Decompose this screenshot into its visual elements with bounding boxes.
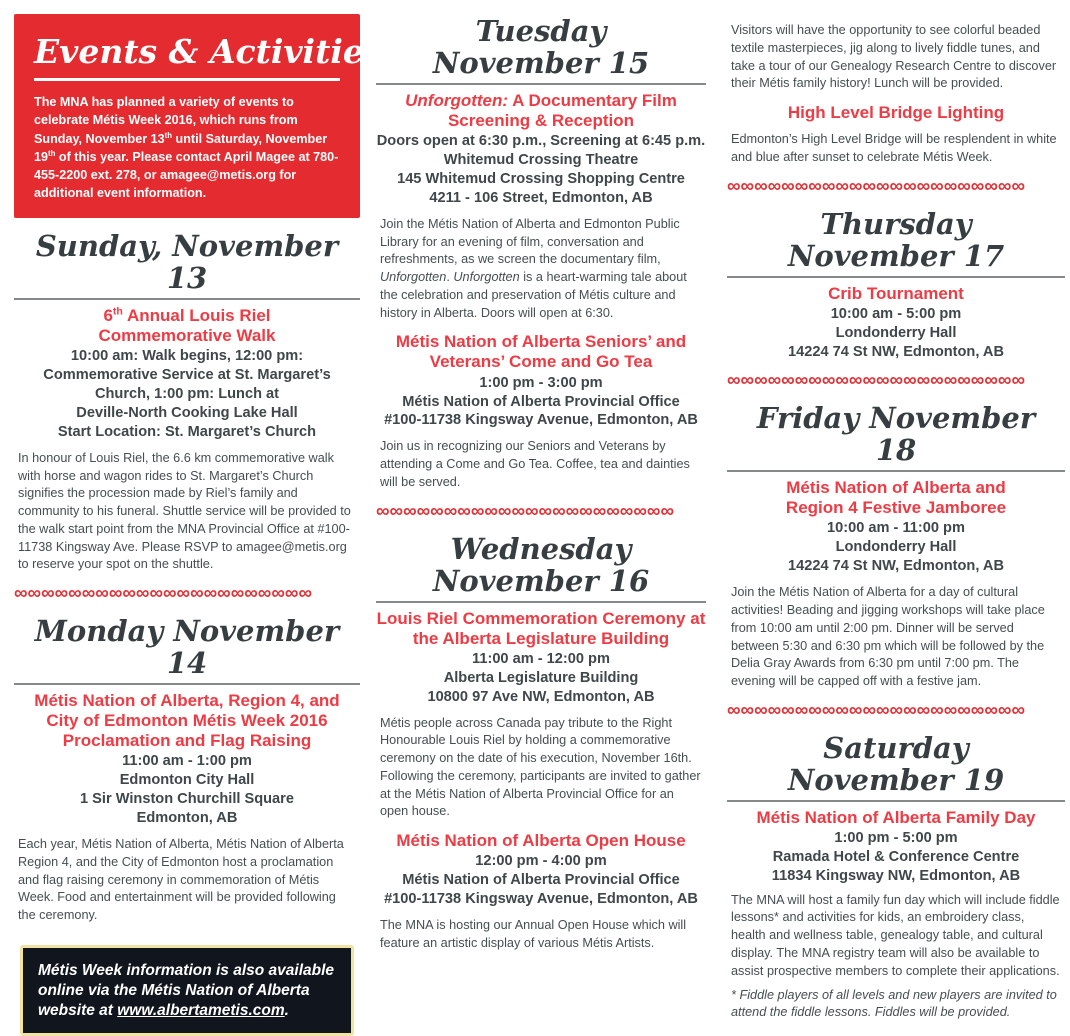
website-info-box xyxy=(20,945,354,1036)
event-detail-line: 1 Sir Winston Churchill Square xyxy=(80,791,294,808)
event xyxy=(14,691,360,828)
text-segment: . xyxy=(284,1001,289,1019)
body-paragraph: Each year, Métis Nation of Alberta, Métis Nation of Alberta Region 4, and the City of Edmonton host a proclamation and flag raising ceremony in commemoration of Métis Week. Food and entertainment will be provided following the ceremony. xyxy=(18,837,344,923)
event-title xyxy=(727,284,1065,304)
column-right xyxy=(727,14,1065,1020)
event-detail-line: #100-11738 Kingsway Avenue, Edmonton, AB xyxy=(384,891,698,908)
text-segment: Screening & Reception xyxy=(447,110,635,130)
event-detail-line: Ramada Hotel & Conference Centre xyxy=(772,848,1020,865)
event-detail-line: Start Location: St. Margaret’s Church xyxy=(57,423,317,440)
day-header-text: Monday November 14 xyxy=(14,616,360,685)
day-header xyxy=(376,531,706,603)
event-title-line: Métis Nation of Alberta, Region 4, and xyxy=(34,691,340,711)
event-detail-line: Whitemud Crossing Theatre xyxy=(443,151,639,168)
day-header xyxy=(376,16,706,85)
event-title-line: Métis Nation of Alberta Family Day xyxy=(756,807,1036,827)
event-title-line: Veterans’ Come and Go Tea xyxy=(429,352,653,372)
event-detail-line: Alberta Legislature Building xyxy=(443,669,639,686)
event-detail-line: Deville-North Cooking Lake Hall xyxy=(76,404,298,421)
event-title xyxy=(727,478,1065,518)
event-title xyxy=(727,103,1065,123)
day-header-text: Wednesday November 16 xyxy=(376,534,706,603)
event-detail-line: 14224 74 St NW, Edmonton, AB xyxy=(788,558,1004,575)
event-detail-line: 12:00 pm - 4:00 pm xyxy=(475,853,607,870)
page-title: Events & Activities xyxy=(34,34,340,81)
event-title-line: Métis Nation of Alberta Open House xyxy=(396,831,686,851)
body-paragraph: Join us in recognizing our Seniors and Veterans by attending a Come and Go Tea. Coffee, tea and dainties will be served. xyxy=(380,439,690,489)
event-title-line: Proclamation and Flag Raising xyxy=(62,731,312,751)
ordinal-suffix: th xyxy=(164,130,173,140)
event-detail-line: Londonderry Hall xyxy=(835,539,957,556)
day-header-text: Sunday, November 13 xyxy=(14,231,360,300)
body-paragraph: Visitors will have the opportunity to see colorful beaded textile masterpieces, jig along to lively fiddle tunes, and take a tour of our Genealogy Research Centre to discover their Métis family history! Lunch will be provided. xyxy=(731,23,1057,91)
event-detail-line: 11834 Kingsway NW, Edmonton, AB xyxy=(771,867,1021,884)
event-detail-line: 10:00 am - 11:00 pm xyxy=(827,520,965,537)
event xyxy=(376,831,706,909)
event xyxy=(727,808,1065,886)
event-detail-line: 1:00 pm - 3:00 pm xyxy=(479,374,603,391)
event-title-line xyxy=(376,111,706,131)
event-details xyxy=(14,347,360,442)
text-segment: A Documentary Film xyxy=(508,90,677,110)
event-title xyxy=(14,691,360,751)
day-header xyxy=(14,616,360,685)
text-segment: Unforgotten xyxy=(380,270,447,285)
day-header xyxy=(14,231,360,300)
event-detail-line: 10800 97 Ave NW, Edmonton, AB xyxy=(427,688,655,705)
event-detail-line: Doors open at 6:30 p.m., Screening at 6:45 p.m. xyxy=(376,132,706,149)
event-detail-line: Métis Nation of Alberta Provincial Office xyxy=(402,872,680,889)
event-title-line: 6th Annual Louis Riel xyxy=(103,305,271,325)
event-title-line: Métis Nation of Alberta and xyxy=(786,478,1006,498)
event-detail-line: 11:00 am - 12:00 pm xyxy=(472,650,610,667)
day-header-text: Thursday November 17 xyxy=(727,209,1065,278)
event-detail-line: Edmonton, AB xyxy=(136,810,238,827)
infinity-chain-divider: ∞∞∞∞∞∞∞∞∞∞∞∞∞∞∞∞∞∞∞∞∞∞ xyxy=(727,176,1025,196)
website-link[interactable]: www.albertametis.com xyxy=(117,1001,285,1019)
event-detail-line: #100-11738 Kingsway Avenue, Edmonton, AB xyxy=(384,412,698,429)
event xyxy=(727,478,1065,576)
event-title xyxy=(727,808,1065,828)
infinity-chain-divider: ∞∞∞∞∞∞∞∞∞∞∞∞∞∞∞∞∞∞∞∞∞∞ xyxy=(14,584,312,604)
event-title-line: High Level Bridge Lighting xyxy=(787,103,1005,123)
column-left xyxy=(14,14,383,1019)
event-title xyxy=(376,831,706,851)
event-detail-line: Edmonton City Hall xyxy=(119,772,255,789)
event-title-line xyxy=(376,91,706,111)
intro-box xyxy=(14,14,383,218)
event-details xyxy=(376,132,706,208)
ordinal-suffix: th xyxy=(112,305,123,318)
day-header xyxy=(727,206,1065,278)
body-paragraph: Métis people across Canada pay tribute to the Right Honourable Louis Riel by holding a commemorative ceremony on the date of his execution, November 16th. Following the ceremony, participants are invited to gather at the Métis Nation of Alberta Provincial Office for an open house. xyxy=(380,715,701,819)
day-header-text: Saturday November 19 xyxy=(727,733,1065,802)
text-segment: is a heart-warming tale about the celebration and preservation of Métis culture and history in Alberta. Doors will open at 6:30. xyxy=(380,270,687,320)
day-header xyxy=(727,730,1065,802)
event xyxy=(376,91,706,208)
text-segment: Unforgotten: xyxy=(405,90,509,110)
day-header xyxy=(727,403,1065,472)
column-middle xyxy=(376,14,706,950)
body-paragraph: The MNA will host a family fun day which will include fiddle lessons* and activities for kids, an embroidery class, health and wellness table, genealogy table, and cultural display. The MNA registry team will also be available to assist prospective members to complete their applications. xyxy=(731,892,1060,978)
event-detail-line: Londonderry Hall xyxy=(835,324,957,341)
event-title-line: Commemorative Walk xyxy=(98,325,276,345)
text-segment: Join the Métis Nation of Alberta and Edmonton Public Library for an evening of film, conversation and refreshments, as we screen the documentary film, xyxy=(380,216,680,267)
body-paragraph xyxy=(380,216,702,323)
infinity-chain-divider: ∞∞∞∞∞∞∞∞∞∞∞∞∞∞∞∞∞∞∞∞∞∞ xyxy=(727,371,1025,391)
body-paragraph: In honour of Louis Riel, the 6.6 km commemorative walk with horse and wagon rides to St. Margaret’s Church signifies the procession made by Riel’s family and community to his funeral. Shuttle service will be provided to the walk start point from the MNA Provincial Office at #100-11738 Kingsway Ave. Please RSVP to amagee@metis.org to reserve your spot on the shuttle. xyxy=(18,450,351,572)
event xyxy=(14,306,360,442)
event-detail-line: 10:00 am - 5:00 pm xyxy=(830,305,962,322)
event-details xyxy=(376,374,706,431)
event-title-line: Region 4 Festive Jamboree xyxy=(785,498,1007,518)
ordinal-suffix: th xyxy=(48,148,56,158)
event-details xyxy=(376,650,706,707)
event-details xyxy=(727,519,1065,576)
event-title-line: Crib Tournament xyxy=(828,283,964,303)
event-detail-line: Commemorative Service at St. Margaret’s xyxy=(43,366,331,383)
event-title xyxy=(14,306,360,346)
event-details xyxy=(727,829,1065,886)
event xyxy=(376,332,706,430)
event-details xyxy=(376,852,706,909)
event-detail-line: 10:00 am: Walk begins, 12:00 pm: xyxy=(70,347,304,364)
event-title xyxy=(376,609,706,649)
intro-paragraph: The MNA has planned a variety of events to celebrate Métis Week 2016, which runs from Sunday, November 13th until Saturday, November 19th of this year. Please contact April Magee at 780-455-2200 ext. 278, or amagee@metis.org for additional event information. xyxy=(34,95,339,200)
event-detail-line: 11:00 am - 1:00 pm xyxy=(122,753,252,770)
event-title-line: Louis Riel Commemoration Ceremony at xyxy=(376,608,706,628)
day-header-text: Tuesday November 15 xyxy=(376,16,706,85)
event-title-line: the Alberta Legislature Building xyxy=(412,628,670,648)
event-detail-line: 1:00 pm - 5:00 pm xyxy=(834,829,958,846)
website-info-text xyxy=(38,961,336,1020)
event-detail-line: 145 Whitemud Crossing Shopping Centre xyxy=(397,170,685,187)
event xyxy=(727,103,1065,123)
infinity-chain-divider: ∞∞∞∞∞∞∞∞∞∞∞∞∞∞∞∞∞∞∞∞∞∞ xyxy=(376,501,674,521)
event-detail-line: 4211 - 106 Street, Edmonton, AB xyxy=(429,189,653,206)
body-paragraph: Join the Métis Nation of Alberta for a day of cultural activities! Beading and jigging workshops will take place from 10:00 am until 2:00 pm. Dinner will be served between 5:30 and 6:30 pm which will be followed by the Delia Gray Awards from 6:30 pm until 7:00 pm. The evening will be capped off with a festive jam. xyxy=(731,585,1045,689)
event-detail-line: 14224 74 St NW, Edmonton, AB xyxy=(788,343,1004,360)
event-detail-line: Church, 1:00 pm: Lunch at xyxy=(94,385,280,402)
text-segment: Unforgotten xyxy=(453,270,520,285)
event-title-line: City of Edmonton Métis Week 2016 xyxy=(46,711,328,731)
event-detail-line: Métis Nation of Alberta Provincial Office xyxy=(402,393,680,410)
text-segment: . xyxy=(446,270,454,285)
body-paragraph: Edmonton’s High Level Bridge will be resplendent in white and blue after sunset to celebrate Métis Week. xyxy=(731,132,1057,164)
event-details xyxy=(727,305,1065,362)
body-paragraph: The MNA is hosting our Annual Open House which will feature an artistic display of various Métis Artists. xyxy=(380,918,687,950)
body-paragraph: * Fiddle players of all levels and new players are invited to attend the fiddle lessons. Fiddles will be provided. xyxy=(731,987,1057,1020)
text-segment: Métis Week information is also available online via the Métis Nation of Alberta website at xyxy=(38,961,335,1019)
infinity-chain-divider: ∞∞∞∞∞∞∞∞∞∞∞∞∞∞∞∞∞∞∞∞∞∞ xyxy=(727,700,1025,720)
event xyxy=(376,609,706,707)
day-header-text: Friday November 18 xyxy=(727,403,1065,472)
event-title-line: Métis Nation of Alberta Seniors’ and xyxy=(395,332,687,352)
event-title xyxy=(376,332,706,372)
event-details xyxy=(14,752,360,828)
event-title xyxy=(376,91,706,131)
event xyxy=(727,284,1065,362)
